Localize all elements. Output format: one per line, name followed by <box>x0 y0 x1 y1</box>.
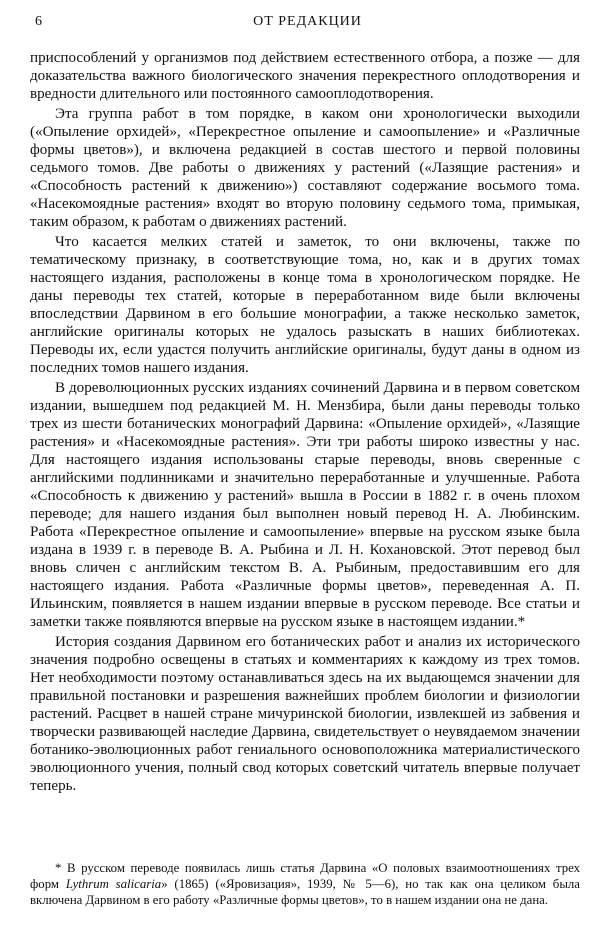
paragraph-2: Эта группа работ в том порядке, в каком они хронологически выходили («Опыление орхидей», «Перекрестное опыление и самоопыление» и «Различные формы цветов»), и включена редакцией в состав шестого и первой половины седьмого томов. Две работы о движениях у растений («Лазящие растения» и «Способность растений к движению») составляют содержание восьмого тома. «Насекомоядные растения» входят во вторую половину седьмого тома, примыкая, таким образом, к работам о движениях растений. <box>30 106 580 230</box>
footnote <box>30 860 580 908</box>
footnote-text-end: » (1865) («Яровизация», 1939, № 5—6), но так как она целиком была включена Дарвином в его работу «Различные формы цветов», то в нашем издании она не дана. <box>30 877 580 907</box>
footnote-species-name: Lythrum salicaria <box>65 877 162 891</box>
paragraph-5: История создания Дарвином его ботанических работ и анализ их исторического значения подробно освещены в статьях и комментариях к каждому из трех томов. Нет необходимости поэтому останавливаться здесь на их выдающемся значении для правильной постановки и разрешения важнейших проблем биологии и физиологии растений. Расцвет в нашей стране мичуринской биологии, извлекшей из забвения и творчески развивающей наследие Дарвина, свидетельствует о неувядаемом значении ботанико-эволюционных работ гениального основоположника материалистического эволюционного учения, полный свод которых советский читатель впервые получает теперь. <box>30 634 580 794</box>
main-text <box>30 49 580 795</box>
page-header <box>35 14 580 34</box>
running-head: ОТ РЕДАКЦИИ <box>253 14 362 29</box>
paragraph-4: В дореволюционных русских изданиях сочинений Дарвина и в первом советском издании, вышедшем под редакцией М. Н. Мензбира, были даны переводы только трех из шести ботанических монографий Дарвина: «Опыление орхидей», «Лазящие растения» и «Насекомоядные растения». Эти три работы широко известны у нас. Для настоящего издания использованы старые переводы, вновь сверенные с английскими подлинниками и значительно переработанные и улучшенные. Работа «Способность к движению у растений» вышла в России в 1882 г. в очень плохом переводе; для нашего издания был выполнен новый перевод Н. А. Любинским. Работа «Перекрестное опыление и самоопыление» впервые на русском языке была издана в 1939 г. в переводе В. А. Рыбина и Л. Н. Кохановской. Этот перевод был вновь сличен с английским текстом В. А. Рыбиным, предоставившим его для настоящего издания. Работа «Различные формы цветов», переведенная А. П. Ильинским, появляется в нашем издании впервые в русском переводе. Все статьи и заметки также появляются впервые на русском языке в настоящем издании.* <box>30 380 580 630</box>
footnote-text-start: * В русском переводе появилась лишь статья Дарвина «О половых взаимоотношениях трех форм <box>30 861 580 891</box>
paragraph-1: приспособлений у организмов под действием естественного отбора, а позже — для доказательства важного биологического значения перекрестного оплодотворения и вредности длительного или постоянного самооплодотворения. <box>30 50 580 102</box>
page-number: 6 <box>35 14 43 29</box>
paragraph-3: Что касается мелких статей и заметок, то они включены, также по тематическому признаку, в соответствующие тома, но, как и в других томах настоящего издания, расположены в конце тома в хронологическом порядке. Не даны переводы тех статей, которые в переработанном виде были включены впоследствии Дарвином в его большие монографии, а также несколько заметок, английские оригиналы которых не удалось разыскать в наших библиотеках. Переводы их, если удастся получить английские оригиналы, будут даны в одном из последних томов нашего издания. <box>30 234 580 376</box>
